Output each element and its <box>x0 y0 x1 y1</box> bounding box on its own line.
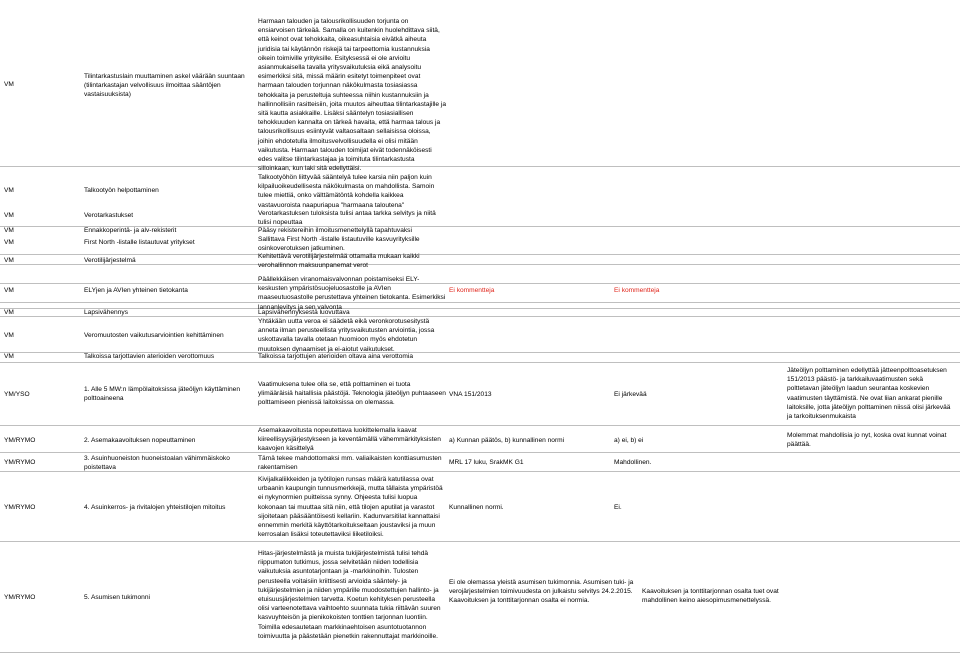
row-description: Pääsy rekistereihin ilmoitusmenettelyllä tapahtuvaksi <box>258 227 412 234</box>
row-description: Tämä tekee mahdottomaksi mm. valiaikaisten konttiasumusten rakentamisen <box>258 455 442 472</box>
row-description: Talkootyöhön liittyvää sääntelyä tulee karsia niin paljon kuin kilpailuoikeudellisesta näkökulmasta on mahdollista. Samoin tulee miettiä, onko välttämätöntä kohdella kaikkea vastavuoroista naapuriapua "harmaana taloutena" <box>258 174 435 209</box>
row-org: YM/RYMO <box>4 594 36 601</box>
row-divider <box>0 254 960 255</box>
row-legal-basis: MRL 17 luku, SrakMK G1 <box>449 459 524 466</box>
row-justification: Molemmat mahdollisia jo nyt, koska ovat kunnat voinat päättää. <box>787 432 947 449</box>
row-divider <box>0 652 960 653</box>
row-divider <box>0 362 960 363</box>
row-description: Lapsivähennyksestä luovuttava <box>258 309 350 316</box>
row-item: Tilintarkastuslain muuttaminen askel väärään suuntaan (tilintarkastajan velvollisuus ilmoittaa sääntöjen vastaisuuksista) <box>84 73 245 99</box>
row-item: ELYjen ja AVIen yhteinen tietokanta <box>84 287 188 294</box>
row-assessment: a) ei, b) ei <box>614 437 644 444</box>
row-description: Verotarkastuksen tuloksista tulisi antaa tarkka selvitys ja niitä tulisi nopeuttaa <box>258 210 436 227</box>
row-description: Hitas-järjestelmästä ja muista tukijärjestelmistä tulisi tehdä riippumaton tutkimus, jossa selvitetään niiden todellisia vaikutuksia asuntotarjontaan ja -markkinoihin. Tulosten perusteella voitaisiin kriittisesti arvioida sääntely- ja tukijärjestelmien ja niiden ympärille muodostettujen hallinto- ja etuisuusjärjestelmien tarvetta. Koetun kehityksen perusteella olisi varteenotettava vaihtoehto suunnata tukia riittävän suuren kasvuyhteisön ja pienikokoisten tonttien tarjonnan luontiin. Toimilla edesautetaan markkinaehtoisen asuntotuotannon toimivuutta ja päästetään pienetkin rakennuttajat markkinoille. <box>258 550 441 640</box>
row-divider <box>0 166 960 167</box>
row-comment-b: Ei kommentteja <box>614 287 660 294</box>
row-comment-a: Ei kommentteja <box>449 287 495 294</box>
row-description: Yhtäkään uutta veroa ei säädetä eikä veronkorotusesitystä anneta ilman perusteellista yritysvaikutusten arviointia, jossa uskottavalla tavalla otetaan huomioon myös ehdotetun muutoksen dynaamiset ja ei-aiotut vaikutukset. <box>258 318 435 353</box>
row-description: Päällekkäisen viranomaisvalvonnan poistamiseksi ELY-keskusten ympäristösuojeluosastolle ja AVIen maaseutuosastolle perustettava yhteinen tietokanta. Esimerkiksi lannanlevitys ja sen valvonta <box>258 276 446 311</box>
row-org: VM <box>4 353 14 360</box>
row-item: 3. Asuinhuoneiston huoneistoalan vähimmäiskoko poistettava <box>84 455 230 472</box>
row-item: Verotilijärjestelmä <box>84 257 136 264</box>
row-org: VM <box>4 332 14 339</box>
row-description: Kivijalkaliikkeiden ja työtilojen runsas määrä katutilassa ovat urbaanin kaupungin tunnusmerkkejä, mutta tällaista ympäristöä ei nykynormien puitteissa synny. Ohjeesta tulisi luopua kokonaan tai muuttaa sitä niin, että tilojen aputilat ja varastot sijoitetaan pääsääntöisesti kellariin. Kadunvarsitilat kannattaisi ennemmin merkitä käyttötarkoitukseltaan joustaviksi ja muun kerrosalan lisäksi toteutettaviksi liiketiloiksi. <box>258 476 443 539</box>
row-org: VM <box>4 81 14 88</box>
row-description: Vaatimuksena tulee olla se, että polttaminen ei tuota ylimääräisiä haitallisia päästöjä. Teknologia jäteöljyn puhtaaseen polttamiseen pienissä laitoksissa on olemassa. <box>258 381 446 407</box>
row-divider <box>0 283 960 284</box>
row-org: YM/YSO <box>4 391 30 398</box>
row-org: VM <box>4 227 14 234</box>
row-legal-basis: a) Kunnan päätös, b) kunnallinen normi <box>449 437 565 444</box>
row-org: YM/RYMO <box>4 459 36 466</box>
row-org: VM <box>4 239 14 246</box>
row-divider <box>0 302 960 303</box>
row-org: VM <box>4 287 14 294</box>
row-item: Lapsivähennys <box>84 309 128 316</box>
row-description: Talkoissa tarjottujen aterioiden oltava aina verottomia <box>258 353 414 360</box>
row-item: Talkootyön helpottaminen <box>84 187 159 194</box>
row-item: Verotarkastukset <box>84 212 134 219</box>
row-item: 5. Asumisen tukimonni <box>84 594 150 601</box>
row-description: Kehitettävä verotilijärjestelmää ottamalla mukaan kaikki verohallinnon maksuunpanemat verot <box>258 253 420 270</box>
row-org: YM/RYMO <box>4 437 36 444</box>
row-org: VM <box>4 187 14 194</box>
row-item: Talkoissa tarjottavien aterioiden verottomuus <box>84 353 215 360</box>
row-divider <box>0 452 960 453</box>
row-divider <box>0 425 960 426</box>
row-item: Ennakkoperintä- ja alv-rekisterit <box>84 227 177 234</box>
row-org: VM <box>4 309 14 316</box>
row-org: VM <box>4 212 14 219</box>
row-item: First North -listalle listautuvat yritykset <box>84 239 195 246</box>
row-item: 4. Asuinkerros- ja rivitalojen yhteistilojen mitoitus <box>84 504 226 511</box>
row-assessment: Ei. <box>614 504 622 511</box>
row-assessment: Mahdollinen. <box>614 459 652 466</box>
row-legal-basis: VNA 151/2013 <box>449 391 492 398</box>
row-item: Veromuutosten vaikutusarviointien kehittäminen <box>84 332 224 339</box>
row-legal-basis: Ei ole olemassa yleistä asumisen tukimonnia. Asumisen tuki- ja verojärjestelmien toimivuudesta on julkaistu selvitys 24.2.2015. Kaavoituksen ja tonttitarjonnan osalta ei normia. <box>449 579 634 605</box>
row-org: YM/RYMO <box>4 504 36 511</box>
row-assessment: Kaavoituksen ja tonttitarjonnan osalta tuet ovat mahdollinen keino aiesopimusmenettelyssä. <box>642 588 779 605</box>
row-legal-basis: Kunnallinen normi. <box>449 504 504 511</box>
row-description: Harmaan talouden ja talousrikollisuuden torjunta on ensiarvoisen tärkeää. Samalla on kuitenkin huolehdittava siitä, että keinot ovat tehokkaita, oikeasuhtaisia eivätkä aiheuta juridisia tai käytännön riskejä tai tarpeettomia kustannuksia oikein toimiville yrityksille. Esityksessä ei ole arvioitu asianmukaisella tavalla yritysvaikutuksia eikä analysoitu esimerkiksi sitä, missä määrin esitetyt toimenpiteet ovat harmaan talouden torjunnan näkökulmasta tosiasiassa tehokkaita ja perusteltuja suhteessa niihin kustannuksiin ja hallinnollisiin rasitteisiin, joita muutos aiheuttaa tilintarkastajille ja sitä kautta asiakkaille. Lisäksi sääntelyn tosiasiallisen tehokkuuden kannalta on tärkeä havaita, että harmaa talous ja talousrikollisuus esiintyvät valtaosaltaan sellaisissa oloissa, joihin ehdotetulla ilmoitusvelvollisuudella ei olisi mitään vaikutusta. Harmaan talouden toimijat eivät todennäköisesti edes valitse tilintarkastajaa ja toimituta tilintarkastusta silloinkaan, kun laki sitä edellyttäisi. <box>258 18 447 173</box>
row-divider <box>0 541 960 542</box>
row-item: 1. Alle 5 MW:n lämpölaitoksissa jäteöljyn käyttäminen polttoaineena <box>84 386 241 403</box>
row-item: 2. Asemakaavoituksen nopeuttaminen <box>84 437 196 444</box>
row-description: Asemakaavoitusta nopeutettava luokittelemalla kaavat kiireellisyysjärjestykseen ja keventämällä vähemmärkityksisten kaavojen käsittelyä <box>258 427 441 453</box>
row-justification: Jäteöljyn polttaminen edellyttää jätteenpolttoasetuksen 151/2013 päästö- ja tarkkailuvaatimusten sekä polttetavan jäteöljyn laadun seurantaa koskevien vaatimusten täyttämistä. Ne ovat liian ankarat pienille laitoksille, jotta jäteöljyn polttaminen niissä olisi järkevää ja tarkoituksenmukaista <box>787 367 951 421</box>
row-org: VM <box>4 257 14 264</box>
row-assessment: Ei järkevää <box>614 391 647 398</box>
row-description: Sallittava First North -listalle listautuville kasvuyrityksille osinkoverotuksen jatkuminen. <box>258 236 420 253</box>
